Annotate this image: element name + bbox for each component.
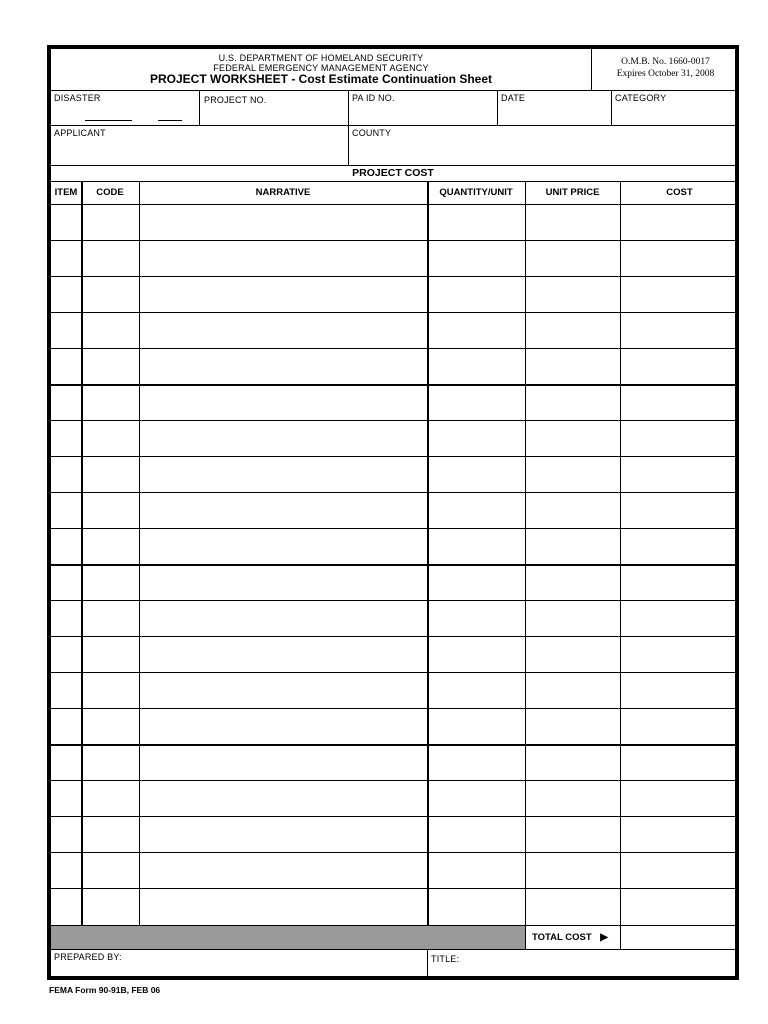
- row-quantity-unit-field[interactable]: [429, 531, 525, 563]
- applicant-label: APPLICANT: [54, 128, 106, 138]
- col-header-quantity: QUANTITY/UNIT: [439, 187, 513, 198]
- row-divider: [51, 672, 735, 673]
- row-code-field[interactable]: [82, 495, 139, 527]
- total-cost-label: [532, 932, 608, 943]
- row-narrative-field[interactable]: [140, 459, 427, 491]
- row-narrative-field[interactable]: [140, 531, 427, 563]
- row-divider: [51, 312, 735, 313]
- row-cost-field[interactable]: [621, 387, 739, 419]
- row-code-field[interactable]: [82, 603, 139, 635]
- table-row: [51, 457, 735, 493]
- omb-number: O.M.B. No. 1660-0017: [621, 57, 710, 67]
- row-unit-price-field[interactable]: [526, 279, 620, 311]
- disaster-label: DISASTER: [54, 93, 101, 103]
- table-row: [51, 385, 735, 421]
- row-divider: [51, 564, 735, 566]
- project-no-field[interactable]: [201, 107, 346, 123]
- county-field[interactable]: [350, 142, 735, 160]
- row-cost-field[interactable]: [621, 531, 739, 563]
- divider: [51, 165, 735, 166]
- row-item-field[interactable]: [51, 567, 81, 599]
- cost-estimate-form: [47, 45, 739, 980]
- row-item-field[interactable]: [51, 243, 81, 275]
- row-unit-price-field[interactable]: [526, 603, 620, 635]
- row-code-field[interactable]: [82, 351, 139, 383]
- row-cost-field[interactable]: [621, 639, 739, 671]
- table-row: [51, 565, 735, 601]
- row-cost-field[interactable]: [621, 747, 739, 779]
- row-unit-price-field[interactable]: [526, 711, 620, 743]
- table-row: [51, 781, 735, 817]
- row-narrative-field[interactable]: [140, 567, 427, 599]
- row-divider: [51, 744, 735, 746]
- row-item-field[interactable]: [51, 279, 81, 311]
- row-code-field[interactable]: [82, 387, 139, 419]
- row-narrative-field[interactable]: [140, 243, 427, 275]
- row-divider: [51, 636, 735, 637]
- table-row: [51, 493, 735, 529]
- row-quantity-unit-field[interactable]: [429, 351, 525, 383]
- row-unit-price-field[interactable]: [526, 855, 620, 887]
- table-row: [51, 529, 735, 565]
- row-item-field[interactable]: [51, 711, 81, 743]
- row-item-field[interactable]: [51, 783, 81, 815]
- row-code-field[interactable]: [82, 639, 139, 671]
- row-divider: [51, 456, 735, 457]
- row-unit-price-field[interactable]: [526, 567, 620, 599]
- table-row: [51, 853, 735, 889]
- row-quantity-unit-field[interactable]: [429, 279, 525, 311]
- row-quantity-unit-field[interactable]: [429, 603, 525, 635]
- project-no-label: PROJECT NO.: [204, 95, 267, 105]
- row-item-field[interactable]: [51, 387, 81, 419]
- omb-expiry: Expires October 31, 2008: [616, 69, 715, 79]
- table-row: [51, 637, 735, 673]
- row-cost-field[interactable]: [621, 315, 739, 347]
- row-narrative-field[interactable]: [140, 423, 427, 455]
- title-field[interactable]: [461, 952, 737, 976]
- row-cost-field[interactable]: [621, 243, 739, 275]
- row-unit-price-field[interactable]: [526, 387, 620, 419]
- row-quantity-unit-field[interactable]: [429, 819, 525, 851]
- divider: [497, 90, 498, 126]
- row-cost-field[interactable]: [621, 495, 739, 527]
- row-cost-field[interactable]: [621, 351, 739, 383]
- disaster-line-1: [85, 120, 132, 121]
- prepared-by-label: PREPARED BY:: [54, 952, 122, 962]
- row-code-field[interactable]: [82, 531, 139, 563]
- row-code-field[interactable]: [82, 279, 139, 311]
- col-header-narrative: NARRATIVE: [255, 187, 311, 198]
- col-header-unit-price: UNIT PRICE: [545, 187, 600, 198]
- county-label: COUNTY: [352, 128, 392, 138]
- applicant-field[interactable]: [52, 142, 346, 160]
- table-row: [51, 421, 735, 457]
- row-item-field[interactable]: [51, 495, 81, 527]
- table-row: [51, 889, 735, 925]
- row-code-field[interactable]: [82, 819, 139, 851]
- row-item-field[interactable]: [51, 675, 81, 707]
- row-narrative-field[interactable]: [140, 603, 427, 635]
- row-item-field[interactable]: [51, 315, 81, 347]
- row-quantity-unit-field[interactable]: [429, 855, 525, 887]
- row-code-field[interactable]: [82, 423, 139, 455]
- row-quantity-unit-field[interactable]: [429, 639, 525, 671]
- row-quantity-unit-field[interactable]: [429, 495, 525, 527]
- divider: [51, 925, 735, 926]
- row-item-field[interactable]: [51, 639, 81, 671]
- row-narrative-field[interactable]: [140, 783, 427, 815]
- row-unit-price-field[interactable]: [526, 243, 620, 275]
- row-code-field[interactable]: [82, 891, 139, 923]
- row-cost-field[interactable]: [621, 567, 739, 599]
- row-divider: [51, 780, 735, 781]
- row-narrative-field[interactable]: [140, 315, 427, 347]
- row-quantity-unit-field[interactable]: [429, 243, 525, 275]
- row-item-field[interactable]: [51, 819, 81, 851]
- category-label: CATEGORY: [615, 93, 667, 103]
- row-quantity-unit-field[interactable]: [429, 783, 525, 815]
- row-unit-price-field[interactable]: [526, 531, 620, 563]
- date-label: DATE: [501, 93, 526, 103]
- table-row: [51, 601, 735, 637]
- section-title: PROJECT COST: [352, 167, 434, 179]
- row-code-field[interactable]: [82, 711, 139, 743]
- row-quantity-unit-field[interactable]: [429, 891, 525, 923]
- row-code-field[interactable]: [82, 783, 139, 815]
- row-divider: [51, 492, 735, 493]
- total-cost-text: TOTAL COST: [532, 932, 592, 943]
- row-quantity-unit-field[interactable]: [429, 711, 525, 743]
- row-quantity-unit-field[interactable]: [429, 423, 525, 455]
- row-item-field[interactable]: [51, 603, 81, 635]
- col-header-cost: COST: [666, 187, 693, 198]
- row-code-field[interactable]: [82, 243, 139, 275]
- row-divider: [51, 384, 735, 386]
- row-unit-price-field[interactable]: [526, 891, 620, 923]
- row-unit-price-field[interactable]: [526, 675, 620, 707]
- divider: [427, 949, 428, 980]
- row-item-field[interactable]: [51, 531, 81, 563]
- row-divider: [51, 816, 735, 817]
- row-divider: [51, 240, 735, 241]
- arrow-right-icon: ▶: [600, 932, 608, 943]
- row-narrative-field[interactable]: [140, 639, 427, 671]
- row-code-field[interactable]: [82, 675, 139, 707]
- disaster-line-2: [158, 120, 182, 121]
- row-code-field[interactable]: [82, 747, 139, 779]
- row-code-field[interactable]: [82, 315, 139, 347]
- title-label: TITLE:: [431, 954, 460, 964]
- row-item-field[interactable]: [51, 459, 81, 491]
- row-divider: [51, 348, 735, 349]
- row-unit-price-field[interactable]: [526, 459, 620, 491]
- table-row: [51, 205, 735, 241]
- divider: [611, 90, 612, 126]
- row-unit-price-field[interactable]: [526, 315, 620, 347]
- form-id: FEMA Form 90-91B, FEB 06: [49, 985, 161, 995]
- pa-id-label: PA ID NO.: [352, 93, 395, 103]
- row-divider: [51, 600, 735, 601]
- row-item-field[interactable]: [51, 207, 81, 239]
- row-item-field[interactable]: [51, 855, 81, 887]
- dept-name: U.S. DEPARTMENT OF HOMELAND SECURITY: [218, 53, 424, 63]
- row-narrative-field[interactable]: [140, 495, 427, 527]
- row-narrative-field[interactable]: [140, 855, 427, 887]
- row-cost-field[interactable]: [621, 819, 739, 851]
- row-cost-field[interactable]: [621, 279, 739, 311]
- table-row: [51, 709, 735, 745]
- row-code-field[interactable]: [82, 855, 139, 887]
- row-divider: [51, 888, 735, 889]
- disaster-field[interactable]: [81, 106, 196, 120]
- divider: [199, 90, 200, 126]
- row-quantity-unit-field[interactable]: [429, 459, 525, 491]
- row-quantity-unit-field[interactable]: [429, 567, 525, 599]
- header-block: [51, 53, 591, 91]
- row-unit-price-field[interactable]: [526, 495, 620, 527]
- row-narrative-field[interactable]: [140, 387, 427, 419]
- form-title: PROJECT WORKSHEET - Cost Estimate Continuation Sheet: [149, 72, 493, 86]
- row-narrative-field[interactable]: [140, 207, 427, 239]
- divider: [51, 90, 735, 91]
- table-row: [51, 817, 735, 853]
- row-item-field[interactable]: [51, 351, 81, 383]
- table-row: [51, 277, 735, 313]
- table-row: [51, 349, 735, 385]
- row-divider: [51, 852, 735, 853]
- date-field[interactable]: [499, 107, 609, 123]
- row-item-field[interactable]: [51, 891, 81, 923]
- row-narrative-field[interactable]: [140, 747, 427, 779]
- row-quantity-unit-field[interactable]: [429, 207, 525, 239]
- row-quantity-unit-field[interactable]: [429, 675, 525, 707]
- agency-name: FEDERAL EMERGENCY MANAGEMENT AGENCY: [213, 63, 429, 73]
- row-unit-price-field[interactable]: [526, 819, 620, 851]
- table-row: [51, 313, 735, 349]
- total-shade: [51, 925, 525, 950]
- row-divider: [51, 528, 735, 529]
- row-narrative-field[interactable]: [140, 675, 427, 707]
- row-unit-price-field[interactable]: [526, 351, 620, 383]
- row-narrative-field[interactable]: [140, 891, 427, 923]
- row-item-field[interactable]: [51, 747, 81, 779]
- row-cost-field[interactable]: [621, 783, 739, 815]
- row-quantity-unit-field[interactable]: [429, 315, 525, 347]
- row-narrative-field[interactable]: [140, 279, 427, 311]
- divider: [348, 90, 349, 166]
- row-narrative-field[interactable]: [140, 819, 427, 851]
- row-unit-price-field[interactable]: [526, 747, 620, 779]
- row-cost-field[interactable]: [621, 855, 739, 887]
- table-row: [51, 673, 735, 709]
- row-code-field[interactable]: [82, 207, 139, 239]
- col-header-item: ITEM: [54, 187, 78, 198]
- row-code-field[interactable]: [82, 567, 139, 599]
- divider: [51, 949, 735, 950]
- category-field[interactable]: [613, 107, 737, 123]
- row-divider: [51, 708, 735, 709]
- prepared-by-field[interactable]: [117, 952, 423, 976]
- row-cost-field[interactable]: [621, 459, 739, 491]
- row-unit-price-field[interactable]: [526, 207, 620, 239]
- row-cost-field[interactable]: [621, 603, 739, 635]
- row-cost-field[interactable]: [621, 711, 739, 743]
- row-quantity-unit-field[interactable]: [429, 747, 525, 779]
- row-unit-price-field[interactable]: [526, 639, 620, 671]
- row-unit-price-field[interactable]: [526, 783, 620, 815]
- row-quantity-unit-field[interactable]: [429, 387, 525, 419]
- row-divider: [51, 276, 735, 277]
- row-divider: [51, 420, 735, 421]
- row-item-field[interactable]: [51, 423, 81, 455]
- col-header-code: CODE: [96, 187, 124, 198]
- row-cost-field[interactable]: [621, 207, 739, 239]
- divider: [51, 181, 735, 182]
- row-unit-price-field[interactable]: [526, 423, 620, 455]
- row-code-field[interactable]: [82, 459, 139, 491]
- row-cost-field[interactable]: [621, 675, 739, 707]
- total-cost-field[interactable]: [622, 928, 737, 948]
- row-narrative-field[interactable]: [140, 351, 427, 383]
- divider: [51, 125, 735, 126]
- row-cost-field[interactable]: [621, 891, 739, 923]
- omb-block: [592, 56, 739, 80]
- row-narrative-field[interactable]: [140, 711, 427, 743]
- table-row: [51, 241, 735, 277]
- table-row: [51, 745, 735, 781]
- row-cost-field[interactable]: [621, 423, 739, 455]
- pa-id-field[interactable]: [350, 107, 495, 123]
